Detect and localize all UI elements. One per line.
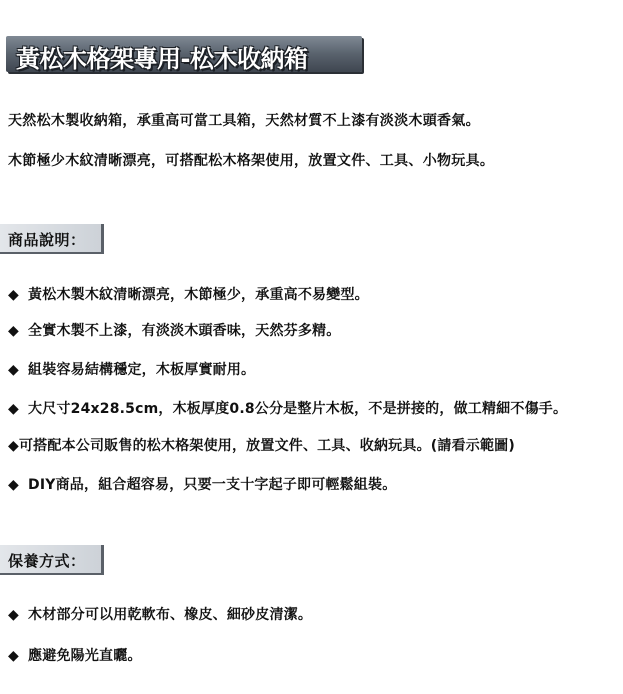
diamond-bullet-icon: ◆ — [8, 323, 19, 339]
list-item-text: DIY商品，組合超容易，只要一支十字起子即可輕鬆組裝。 — [22, 477, 397, 493]
product-description-header — [0, 224, 104, 254]
care-method-header — [0, 545, 104, 575]
diamond-bullet-icon: ◆ — [8, 648, 19, 664]
diamond-bullet-icon: ◆ — [8, 607, 19, 623]
care-method-header-label: 保養方式： — [8, 552, 86, 570]
list-item — [8, 284, 369, 304]
list-item-text: 組裝容易結構穩定，木板厚實耐用。 — [22, 362, 256, 378]
page-title-banner — [6, 36, 362, 72]
product-description-header-label: 商品說明： — [8, 231, 86, 249]
list-item — [8, 474, 396, 494]
intro-line-2: 木節極少木紋清晰漂亮，可搭配松木格架使用，放置文件、工具、小物玩具。 — [8, 153, 495, 169]
list-item-text: 應避免陽光直曬。 — [22, 648, 142, 664]
diamond-bullet-icon: ◆ — [8, 362, 19, 378]
list-item-text: 可搭配本公司販售的松木格架使用，放置文件、工具、收納玩具。(請看示範圖) — [18, 438, 515, 454]
list-item — [8, 435, 515, 455]
diamond-bullet-icon: ◆ — [8, 438, 19, 454]
page-title: 黃松木格架專用-松木收納箱 — [16, 45, 308, 73]
list-item — [8, 359, 255, 379]
list-item — [8, 320, 340, 340]
list-item-text: 全實木製不上漆，有淡淡木頭香味，天然芬多精。 — [22, 323, 341, 339]
list-item — [8, 645, 142, 665]
list-item-text: 黃松木製木紋清晰漂亮，木節極少，承重高不易變型。 — [22, 287, 369, 303]
list-item — [8, 604, 312, 624]
list-item — [8, 398, 567, 418]
list-item-text: 大尺寸24x28.5cm，木板厚度0.8公分是整片木板，不是拼接的，做工精細不傷手。 — [22, 401, 568, 417]
intro-line-1: 天然松木製收納箱，承重高可當工具箱，天然材質不上漆有淡淡木頭香氣。 — [8, 113, 480, 129]
list-item-text: 木材部分可以用乾軟布、橡皮、細砂皮清潔。 — [22, 607, 313, 623]
diamond-bullet-icon: ◆ — [8, 401, 19, 417]
diamond-bullet-icon: ◆ — [8, 477, 19, 493]
diamond-bullet-icon: ◆ — [8, 287, 19, 303]
